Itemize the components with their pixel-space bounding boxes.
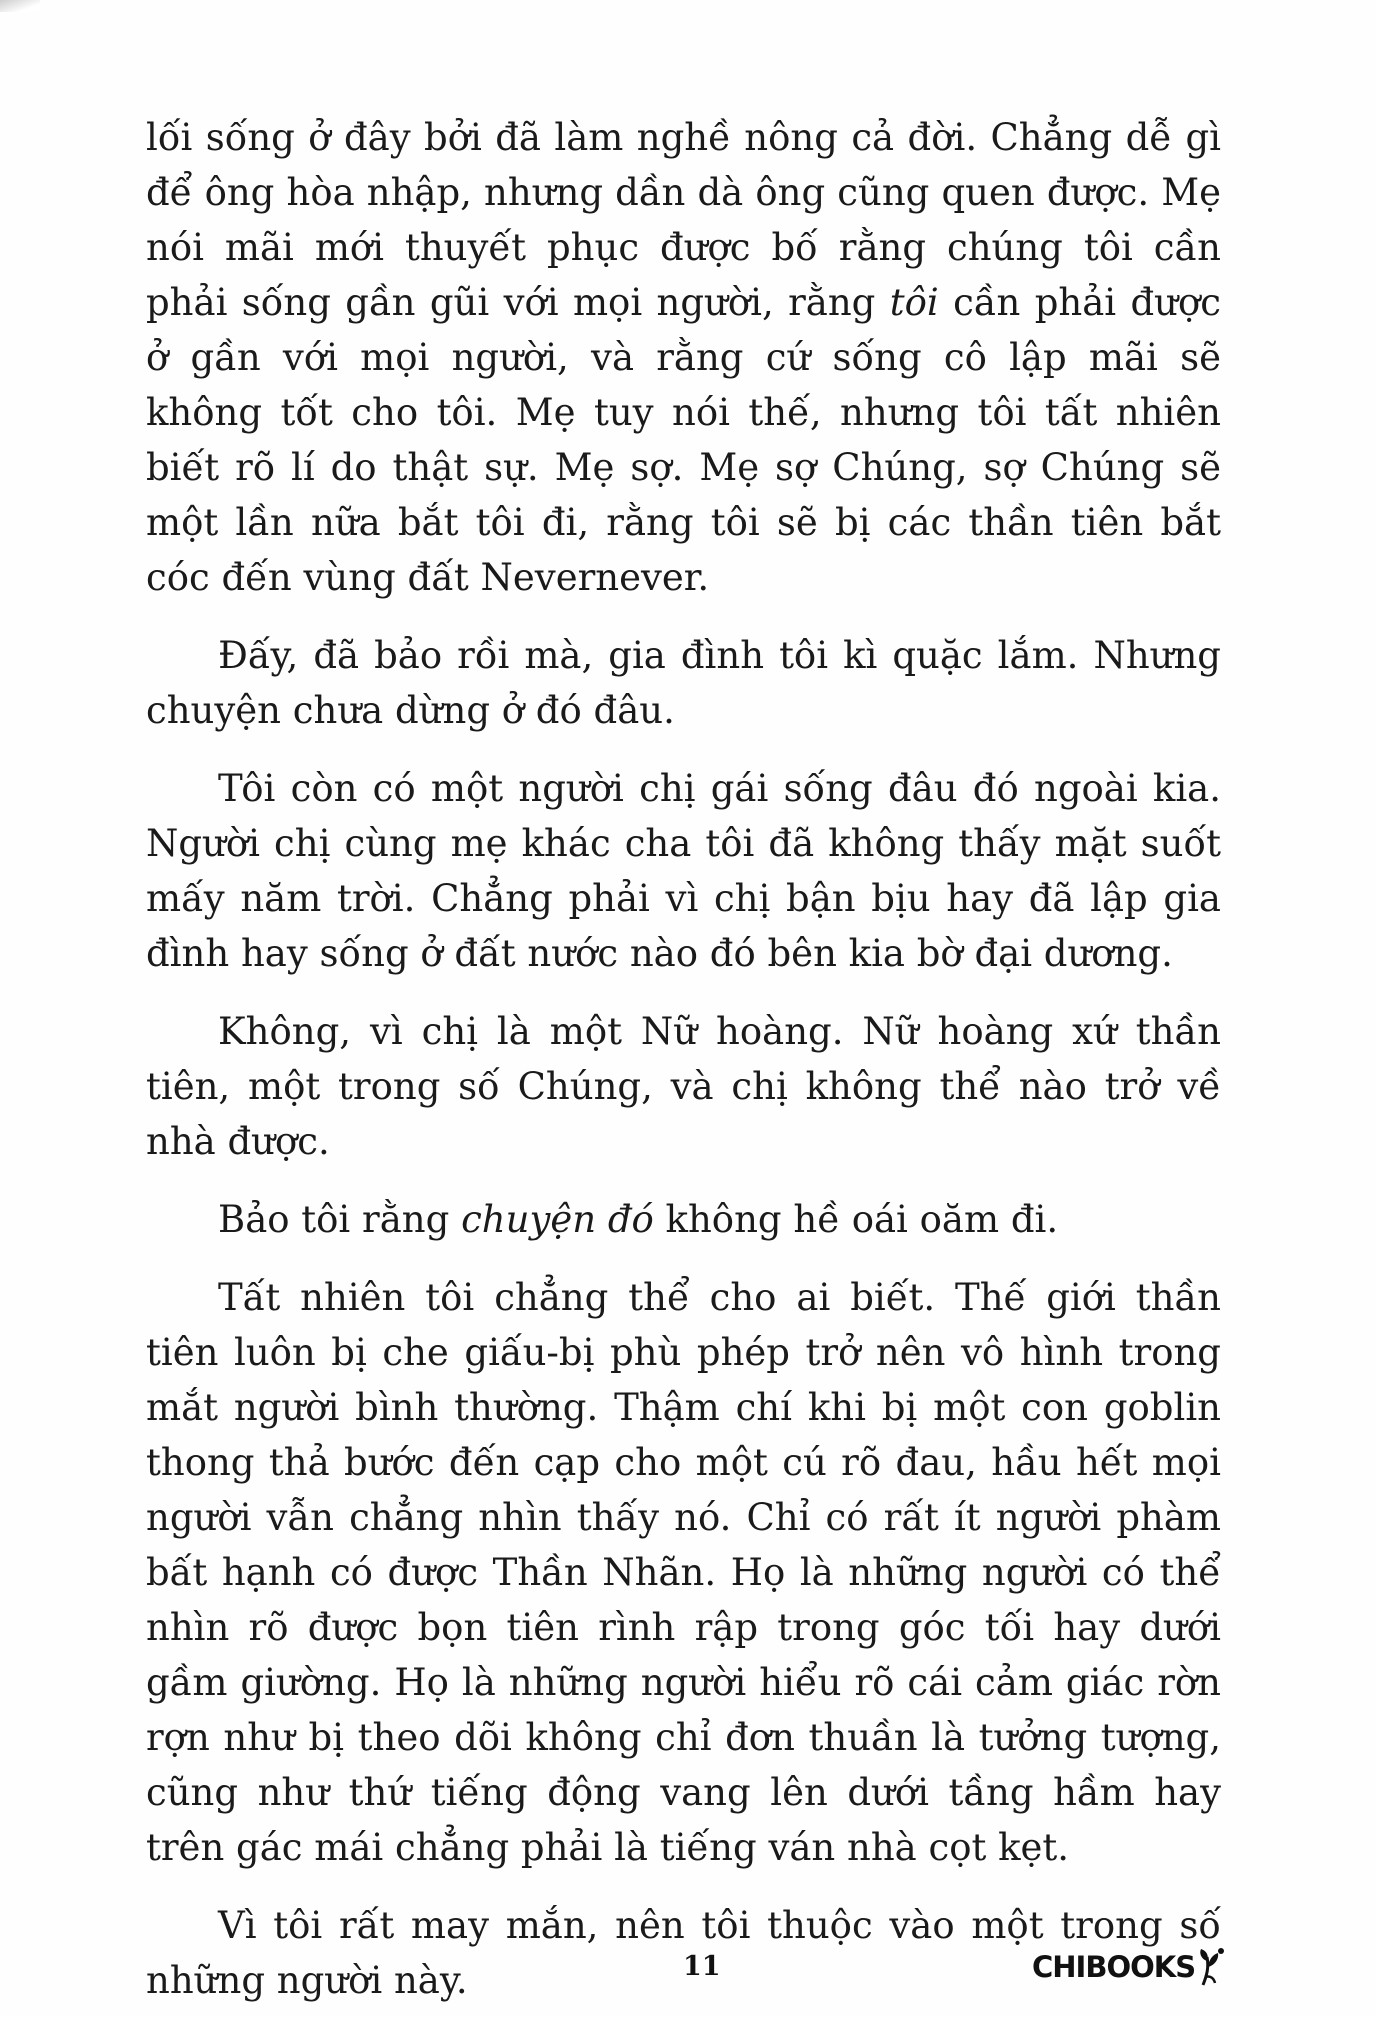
paragraph bbox=[146, 628, 1221, 738]
publisher-logo bbox=[1032, 1945, 1227, 1989]
paragraph bbox=[146, 1270, 1221, 1875]
paragraph-text: Tất nhiên tôi chẳng thể cho ai biết. Thế giới thần tiên luôn bị che giấu-bị phù phép trở nên vô hình trong mắt người bình thường. Thậm chí khi bị một con goblin thong thả bước đến cạp cho một cú rõ đau, hầu hết mọi người vẫn chẳng nhìn thấy nó. Chỉ có rất ít người phàm bất hạnh có được Thần Nhãn. Họ là những người có thể nhìn rõ được bọn tiên rình rập trong góc tối hay dưới gầm giường. Họ là những người hiểu rõ cái cảm giác rờn rợn như bị theo dõi không chỉ đơn thuần là tưởng tượng, cũng như thứ tiếng động vang lên dưới tầng hầm hay trên gác mái chẳng phải là tiếng ván nhà cọt kẹt. bbox=[146, 1276, 1221, 1869]
paragraph-text: Đấy, đã bảo rồi mà, gia đình tôi kì quặc lắm. Nhưng chuyện chưa dừng ở đó đâu. bbox=[146, 634, 1221, 732]
paragraph-text: Vì tôi rất may mắn, nên tôi thuộc vào một trong số những người này. bbox=[146, 1904, 1221, 2002]
paragraph-text: Bảo tôi rằng bbox=[218, 1198, 462, 1241]
paragraph-text: Không, vì chị là một Nữ hoàng. Nữ hoàng xứ thần tiên, một trong số Chúng, và chị không thể nào trở về nhà được. bbox=[146, 1010, 1221, 1163]
paragraph bbox=[146, 1192, 1221, 1247]
page-footer bbox=[0, 1945, 1376, 1995]
paragraph bbox=[146, 761, 1221, 981]
paragraph bbox=[146, 110, 1221, 605]
paragraph-text: Tôi còn có một người chị gái sống đâu đó ngoài kia. Người chị cùng mẹ khác cha tôi đã không thấy mặt suốt mấy năm trời. Chẳng phải vì chị bận bịu hay đã lập gia đình hay sống ở đất nước nào đó bên kia bờ đại dương. bbox=[146, 767, 1221, 975]
paragraph bbox=[146, 1004, 1221, 1169]
italic-text: tôi bbox=[889, 281, 939, 324]
body-text bbox=[146, 110, 1221, 2031]
paragraph-text: lối sống ở đây bởi đã làm nghề nông cả đời. Chẳng dễ gì để ông hòa nhập, nhưng dần dà ông cũng quen được. Mẹ nói mãi mới thuyết phục được bố rằng chúng tôi cần phải sống gần gũi với mọi người, rằng bbox=[146, 116, 1221, 324]
leaf-sprout-icon bbox=[1197, 1947, 1227, 1987]
paragraph-text: không hề oái oăm đi. bbox=[653, 1198, 1059, 1241]
publisher-name: CHIBOOKS bbox=[1032, 1950, 1196, 1984]
scan-corner-mark bbox=[0, 0, 40, 12]
page-number: 11 bbox=[683, 1951, 721, 1982]
paragraph-text: cần phải được ở gần với mọi người, và rằng cứ sống cô lập mãi sẽ không tốt cho tôi. Mẹ tuy nói thế, nhưng tôi tất nhiên biết rõ lí do thật sự. Mẹ sợ. Mẹ sợ Chúng, sợ Chúng sẽ một lần nữa bắt tôi đi, rằng tôi sẽ bị các thần tiên bắt cóc đến vùng đất Nevernever. bbox=[146, 281, 1221, 599]
italic-text: chuyện đó bbox=[461, 1198, 654, 1241]
